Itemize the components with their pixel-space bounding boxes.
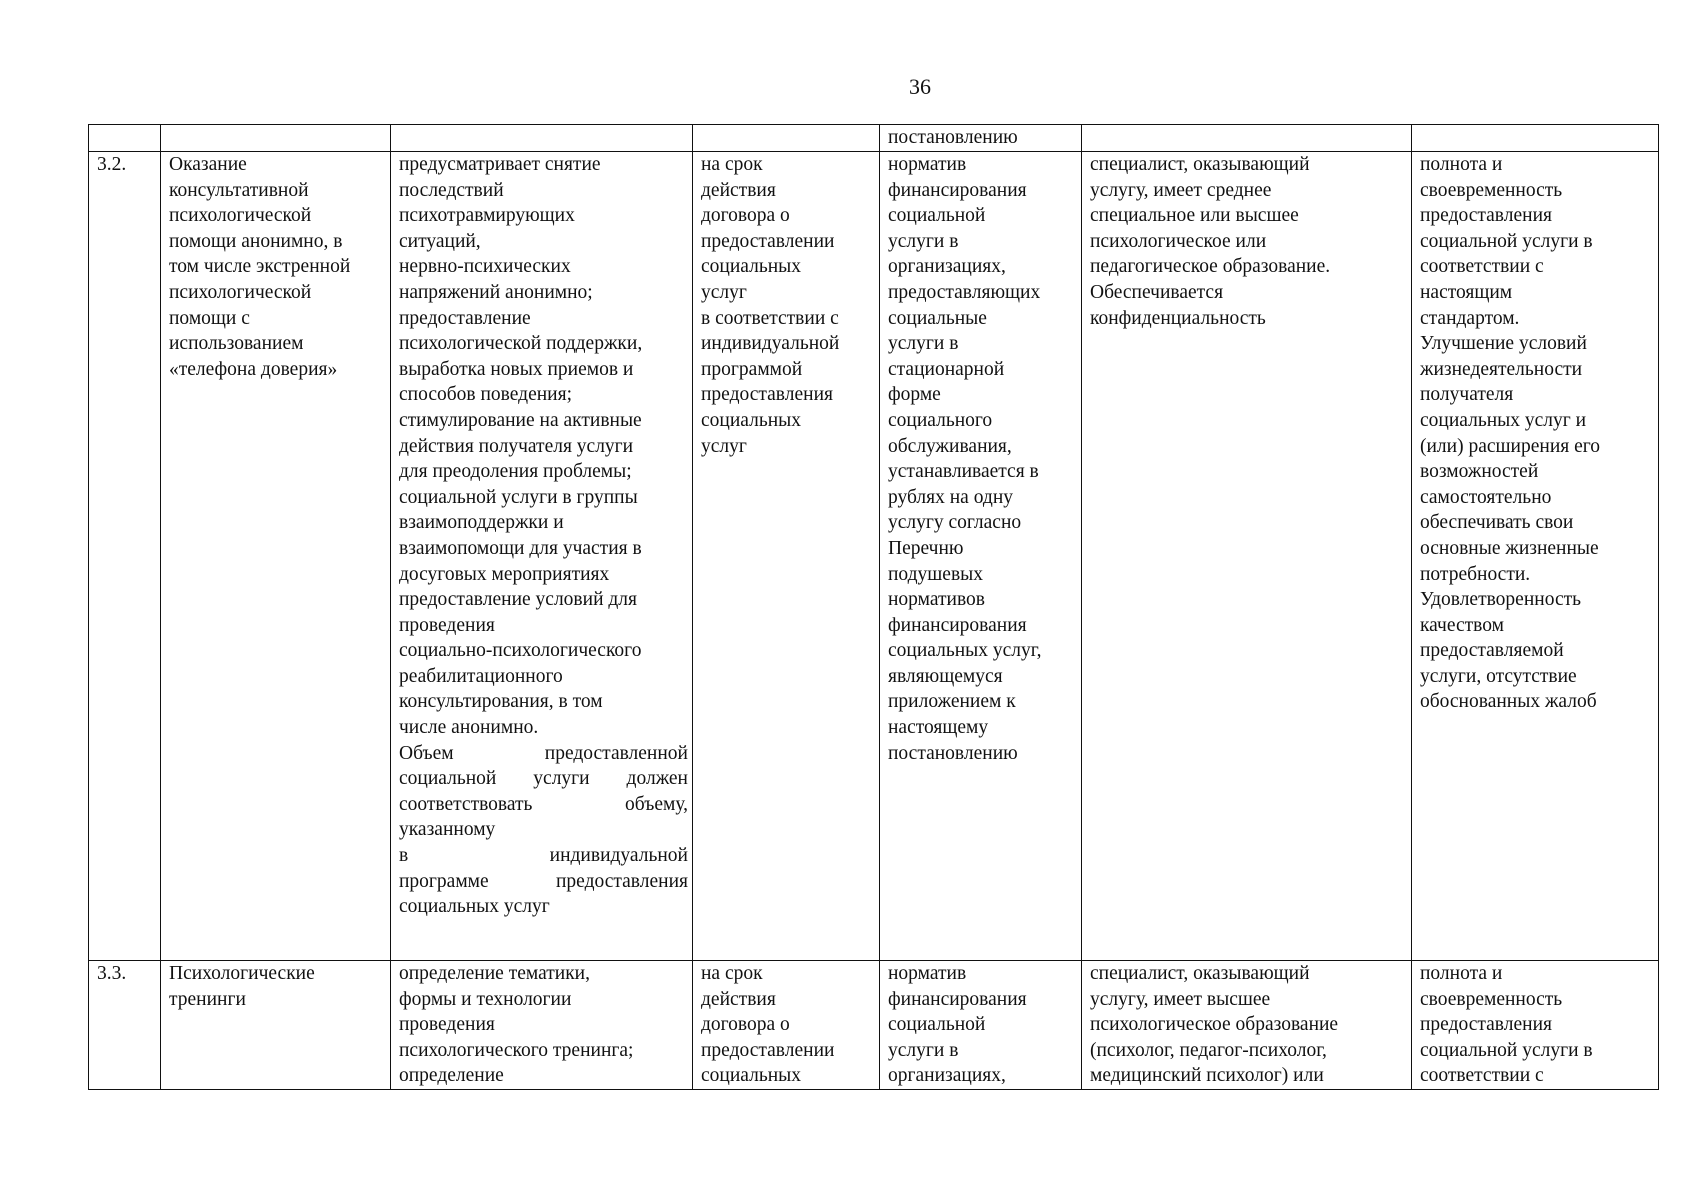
cell-number: [89, 125, 161, 152]
cell-line: предоставляемой: [1420, 640, 1564, 662]
cell-line: социальных услуг и: [1420, 409, 1587, 431]
cell-line: способов поведения;: [399, 384, 572, 406]
cell-line: норматив: [888, 154, 967, 175]
cell-line: организациях,: [888, 256, 1006, 278]
cell-line: действия получателя услуги: [399, 435, 634, 457]
cell-line: нормативов: [888, 589, 985, 611]
cell-line: социальной услуги в группы: [399, 486, 638, 508]
cell-line: на срок: [701, 154, 763, 175]
cell-line: психологическое или: [1090, 230, 1267, 252]
table-row-3-2: [89, 152, 1659, 961]
cell-content: [391, 152, 693, 961]
cell-line: предоставление: [399, 307, 531, 329]
cell-line: услуги в: [888, 230, 959, 252]
cell-line: обоснованных жалоб: [1420, 691, 1597, 713]
cell-line: предоставляющих: [888, 281, 1041, 303]
cell-line: программе предоставления: [399, 870, 688, 892]
cell-line: предоставления: [701, 384, 833, 406]
cell-line: Обеспечивается: [1090, 281, 1224, 303]
cell-line: социальной: [888, 1014, 986, 1036]
cell-line: социального: [888, 409, 993, 431]
cell-line: услугу, имеет высшее: [1090, 988, 1271, 1010]
cell-line: полнота и: [1420, 963, 1503, 984]
cell-line: специальное или высшее: [1090, 205, 1299, 227]
cell-line: соответствии с: [1420, 256, 1544, 278]
cell-conditions: [1082, 152, 1412, 961]
cell-line: «телефона доверия»: [169, 358, 338, 380]
cell-line: соответствии с: [1420, 1065, 1544, 1087]
row-number: 3.2.: [97, 154, 127, 175]
cell-quality: [1412, 961, 1659, 1090]
cell-line: психологическое образование: [1090, 1014, 1339, 1036]
cell-line: использованием: [169, 333, 304, 355]
cell-line: возможностей: [1420, 461, 1539, 483]
cell-number: [89, 961, 161, 1090]
cell-line: предоставление условий для: [399, 589, 638, 611]
cell-line: психологической: [169, 205, 312, 227]
cell-line: индивидуальной: [701, 333, 840, 355]
cell-line: социальных: [701, 256, 802, 278]
cell-line: определение: [399, 1065, 504, 1087]
cell-line: норматив: [888, 963, 967, 984]
cell-line: предоставления: [1420, 1014, 1552, 1036]
cell-line: предусматривает снятие: [399, 154, 601, 175]
cell-line: стандартом.: [1420, 307, 1520, 329]
cell-line: Психологические: [169, 963, 315, 984]
cell-line: проведения: [399, 1014, 495, 1036]
cell-line: реабилитационного: [399, 665, 563, 687]
cell-line: самостоятельно: [1420, 486, 1552, 508]
cell-line: Улучшение условий: [1420, 333, 1587, 355]
cell-line: специалист, оказывающий: [1090, 154, 1310, 175]
cell-line: постановлению: [888, 742, 1018, 764]
cell-line: Оказание: [169, 154, 247, 175]
cell-line: жизнедеятельности: [1420, 358, 1583, 380]
cell-line: выработка новых приемов и: [399, 358, 634, 380]
row-number: 3.3.: [97, 963, 127, 984]
cell-line: психологической: [169, 281, 312, 303]
cell-line: последствий: [399, 179, 504, 201]
cell-line: своевременность: [1420, 988, 1563, 1010]
cell-line: психологического тренинга;: [399, 1039, 634, 1061]
cell-line: том числе экстренной: [169, 256, 351, 278]
standards-table: [88, 124, 1659, 1090]
cell-line: предоставлении: [701, 230, 835, 252]
cell-line: услуги, отсутствие: [1420, 665, 1577, 687]
cell-line: проведения: [399, 614, 495, 636]
cell-line: взаимопомощи для участия в: [399, 537, 642, 559]
cell-line: услуг: [701, 435, 747, 457]
cell-line: конфиденциальность: [1090, 307, 1266, 329]
cell-line: формы и технологии: [399, 988, 572, 1010]
cell-conditions: [1082, 125, 1412, 152]
cell-line: услуг: [701, 281, 747, 303]
cell-line: потребности.: [1420, 563, 1531, 585]
cell-line: консультативной: [169, 179, 309, 201]
cell-line: стимулирование на активные: [399, 409, 642, 431]
cell-line: Перечню: [888, 537, 964, 559]
cell-line: своевременность: [1420, 179, 1563, 201]
cell-line: социальных: [701, 1065, 802, 1087]
cell-line: финансирования: [888, 614, 1027, 636]
cell-line: предоставлении: [701, 1039, 835, 1061]
table-row-3-3: [89, 961, 1659, 1090]
cell-conditions: [1082, 961, 1412, 1090]
cell-line: напряжений анонимно;: [399, 281, 593, 303]
cell-norm: [880, 152, 1082, 961]
cell-line: педагогическое образование.: [1090, 256, 1331, 278]
cell-quality: [1412, 152, 1659, 961]
cell-line: социальной услуги в: [1420, 1039, 1593, 1061]
cell-line: определение тематики,: [399, 963, 590, 984]
cell-line: соответствовать объему,: [399, 793, 688, 815]
cell-line: социальных услуг,: [888, 640, 1042, 662]
cell-line: качеством: [1420, 614, 1504, 636]
cell-line: для преодоления проблемы;: [399, 461, 632, 483]
cell-line: в индивидуальной: [399, 845, 688, 867]
cell-line: на срок: [701, 963, 763, 984]
cell-line: ситуаций,: [399, 230, 481, 252]
cell-term: [693, 125, 880, 152]
cell-line: тренинги: [169, 988, 246, 1010]
cell-line: числе анонимно.: [399, 717, 539, 739]
cell-line: (или) расширения его: [1420, 435, 1601, 457]
page-number: 36: [909, 74, 931, 99]
cell-line: психотравмирующих: [399, 205, 575, 227]
cell-content: [391, 125, 693, 152]
cell-line: специалист, оказывающий: [1090, 963, 1310, 984]
cell-line: действия: [701, 179, 776, 201]
cell-line: нервно-психических: [399, 256, 571, 278]
cell-line: получателя: [1420, 384, 1514, 406]
cell-line: настоящим: [1420, 281, 1513, 303]
cell-quality: [1412, 125, 1659, 152]
cell-line: в соответствии с: [701, 307, 839, 329]
cell-line: предоставления: [1420, 205, 1552, 227]
cell-line: подушевых: [888, 563, 984, 585]
cell-service: [161, 125, 391, 152]
cell-line: настоящему: [888, 717, 989, 739]
cell-line: консультирования, в том: [399, 691, 603, 713]
cell-line: основные жизненные: [1420, 537, 1599, 559]
cell-service: [161, 961, 391, 1090]
cell-line: медицинский психолог) или: [1090, 1065, 1324, 1087]
cell-line: социальной услуги в: [1420, 230, 1593, 252]
cell-term: [693, 152, 880, 961]
cell-content: [391, 961, 693, 1090]
cell-line: Удовлетворенность: [1420, 589, 1582, 611]
cell-line: рублях на одну: [888, 486, 1014, 508]
cell-line: приложением к: [888, 691, 1016, 713]
cell-line: стационарной: [888, 358, 1005, 380]
cell-line: социальных: [701, 409, 802, 431]
cell-term: [693, 961, 880, 1090]
cell-line: Объем предоставленной: [399, 742, 688, 764]
cell-line: устанавливается в: [888, 461, 1039, 483]
cell-line: социальных услуг: [399, 896, 550, 918]
cell-line: договора о: [701, 1014, 790, 1036]
cell-line: услугу, имеет среднее: [1090, 179, 1272, 201]
cell-line: договора о: [701, 205, 790, 227]
cell-line: организациях,: [888, 1065, 1006, 1087]
cell-line: полнота и: [1420, 154, 1503, 175]
cell-service: [161, 152, 391, 961]
cell-line: социальные: [888, 307, 987, 329]
cell-norm: [880, 125, 1082, 152]
cell-line: форме: [888, 384, 941, 406]
table-row-continuation: [89, 125, 1659, 152]
cell-line: обеспечивать свои: [1420, 512, 1574, 534]
cell-line: помощи с: [169, 307, 250, 329]
cell-line: социальной услуги должен: [399, 768, 688, 790]
cell-line: (психолог, педагог-психолог,: [1090, 1039, 1327, 1061]
cell-line: финансирования: [888, 179, 1027, 201]
cell-line: психологической поддержки,: [399, 333, 643, 355]
cell-line: программой: [701, 358, 803, 380]
cell-line: услуги в: [888, 1039, 959, 1061]
cell-line: взаимоподдержки и: [399, 512, 564, 534]
cell-line: услуги в: [888, 333, 959, 355]
cell-line: указанному: [399, 819, 496, 841]
cell-line: финансирования: [888, 988, 1027, 1010]
cell-line: действия: [701, 988, 776, 1010]
cell-line: услугу согласно: [888, 512, 1022, 534]
cell-line: помощи анонимно, в: [169, 230, 343, 252]
cell-line: социально-психологического: [399, 640, 642, 662]
cell-line: обслуживания,: [888, 435, 1012, 457]
cell-number: [89, 152, 161, 961]
cell-line: постановлению: [888, 127, 1018, 148]
cell-norm: [880, 961, 1082, 1090]
cell-line: являющемуся: [888, 665, 1003, 687]
cell-line: досуговых мероприятиях: [399, 563, 610, 585]
cell-line: социальной: [888, 205, 986, 227]
